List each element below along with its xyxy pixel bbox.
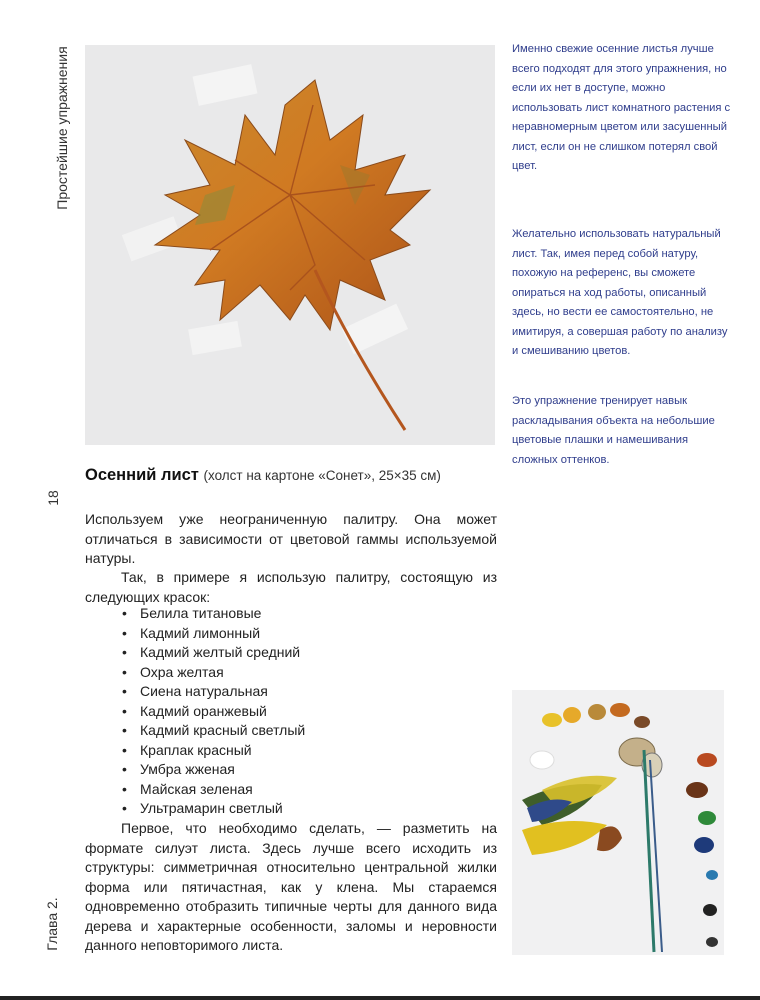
list-item: • Сиена натуральная: [118, 682, 305, 702]
list-item: • Краплак красный: [118, 741, 305, 761]
list-item: • Ультрамарин светлый: [118, 799, 305, 819]
list-item: • Умбра жженая: [118, 760, 305, 780]
sidebar-note-2: Желательно использовать натуральный лист. Так, имея перед собой натуру, похожую на референс, вы сможете опираться на ход работы, описанный здесь, но вести ее самостоятельно, не имитируя, а совершая работу по анализу и смешиванию цветов.: [512, 228, 728, 357]
sidebar-note-3: Это упражнение тренирует навык раскладывания объекта на небольшие цветовые плашки и намешивания сложных оттенков.: [512, 395, 715, 466]
palette-lead-paragraph: Так, в примере я использую палитру, состоящую из следующих красок:: [85, 569, 497, 605]
method-paragraph: Первое, что необходимо сделать, — разметить на формате силуэт листа. Здесь лучше всего исходить из структуры: симметричная относительно центральной жилки форма или пятичастная, как у клена. Мы стараемся одновременно отобразить типичные черты для данного вида дерева и характерные особенности, заломы и неровности данного неповторимого листа.: [85, 820, 497, 953]
exercise-subtitle: (холст на картоне «Сонет», 25×35 см): [203, 468, 441, 483]
page-number: 18: [45, 490, 61, 506]
exercise-title: Осенний лист: [85, 466, 199, 484]
list-item: • Охра желтая: [118, 663, 305, 683]
list-item: • Кадмий красный светлый: [118, 721, 305, 741]
chapter-label: Глава 2.: [44, 897, 60, 951]
list-item: • Кадмий желтый средний: [118, 643, 305, 663]
list-item: • Майская зеленая: [118, 780, 305, 800]
autumn-leaf-photo: [85, 45, 495, 445]
exercise-heading: [85, 466, 505, 485]
paint-list: [118, 604, 305, 819]
intro-paragraph: Используем уже неограниченную палитру. Она может отличаться в зависимости от цветовой гаммы используемой натуры.: [85, 511, 497, 566]
sidebar-note-1: Именно свежие осенние листья лучше всего подходят для этого упражнения, но если их нет в доступе, можно использовать лист комнатного растения с неравномерным цветом или засушенный лист, если он не слишком потерял свой цвет.: [512, 43, 731, 172]
paint-palette-photo: [512, 690, 724, 955]
list-item: • Белила титановые: [118, 604, 305, 624]
section-title: Простейшие упражнения: [54, 46, 70, 210]
bottom-rule: [0, 996, 760, 1000]
list-item: • Кадмий оранжевый: [118, 702, 305, 722]
list-item: • Кадмий лимонный: [118, 624, 305, 644]
